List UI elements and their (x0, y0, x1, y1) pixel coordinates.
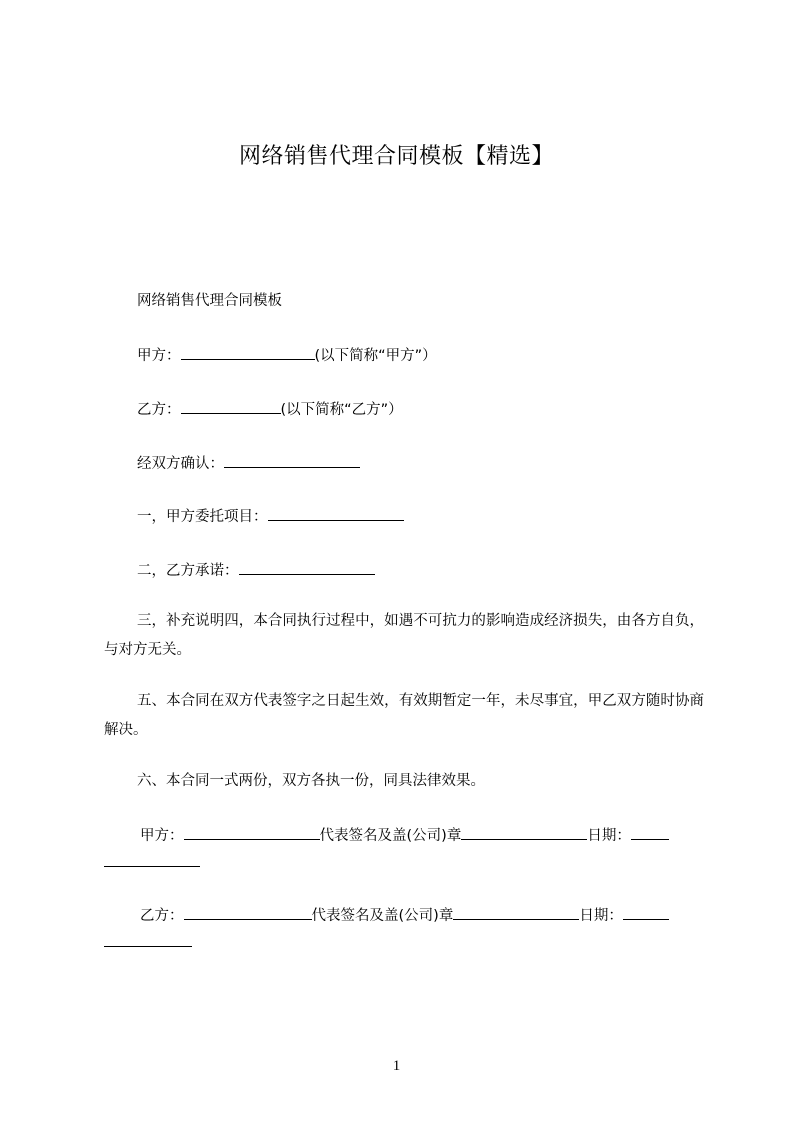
party-b-blank (181, 399, 281, 414)
party-a-note: (以下简称“甲方”） (314, 348, 437, 364)
sign-a-seal-blank (461, 825, 587, 840)
sign-a-name-blank (184, 825, 320, 840)
sign-a-date-label: 日期： (587, 828, 631, 844)
party-b-note: (以下简称“乙方”） (280, 402, 403, 418)
sign-a-rep-label: 代表签名及盖(公司)章 (319, 828, 462, 844)
party-a-blank (181, 345, 315, 360)
sign-a-date-blank (631, 825, 669, 840)
party-b-label: 乙方： (137, 402, 181, 418)
item2-blank (239, 560, 375, 575)
confirm-line (137, 453, 360, 474)
sign-a-label: 甲方： (140, 828, 184, 844)
page-number: 1 (392, 1058, 401, 1074)
sign-b-rep-label: 代表签名及盖(公司)章 (311, 908, 454, 924)
item1-line (137, 506, 404, 527)
sign-b-seal-blank (453, 905, 579, 920)
sign-b-line (140, 905, 669, 926)
party-a-label: 甲方： (137, 348, 181, 364)
document-subtitle: 网络销售代理合同模板 (137, 293, 282, 309)
item6-line: 六、本合同一式两份，双方各执一份，同具法律效果。 (137, 773, 485, 789)
sign-b-date-label: 日期： (579, 908, 623, 924)
item1-blank (268, 506, 404, 521)
party-a-line (137, 345, 437, 366)
item3-paragraph: 三，补充说明四，本合同执行过程中，如遇不可抗力的影响造成经济损失，由各方自负，与对方无关。 (104, 613, 704, 658)
sign-b-date-blank (623, 905, 669, 920)
item5-paragraph: 五、本合同在双方代表签字之日起生效，有效期暂定一年，未尽事宜，甲乙双方随时协商解决。 (104, 693, 704, 738)
sign-b-name-blank (184, 905, 312, 920)
sign-b-date-blank-continued (104, 932, 192, 947)
document-title: 网络销售代理合同模板【精选】 (238, 144, 554, 169)
party-b-line (137, 399, 403, 420)
sign-b-label: 乙方： (140, 908, 184, 924)
sign-a-line (140, 825, 669, 846)
item1-label: 一，甲方委托项目： (137, 509, 268, 525)
sign-a-date-blank-continued (104, 852, 200, 867)
item2-line (137, 560, 375, 581)
confirm-label: 经双方确认： (137, 456, 224, 472)
confirm-blank (224, 453, 360, 468)
item2-label: 二，乙方承诺： (137, 563, 239, 579)
